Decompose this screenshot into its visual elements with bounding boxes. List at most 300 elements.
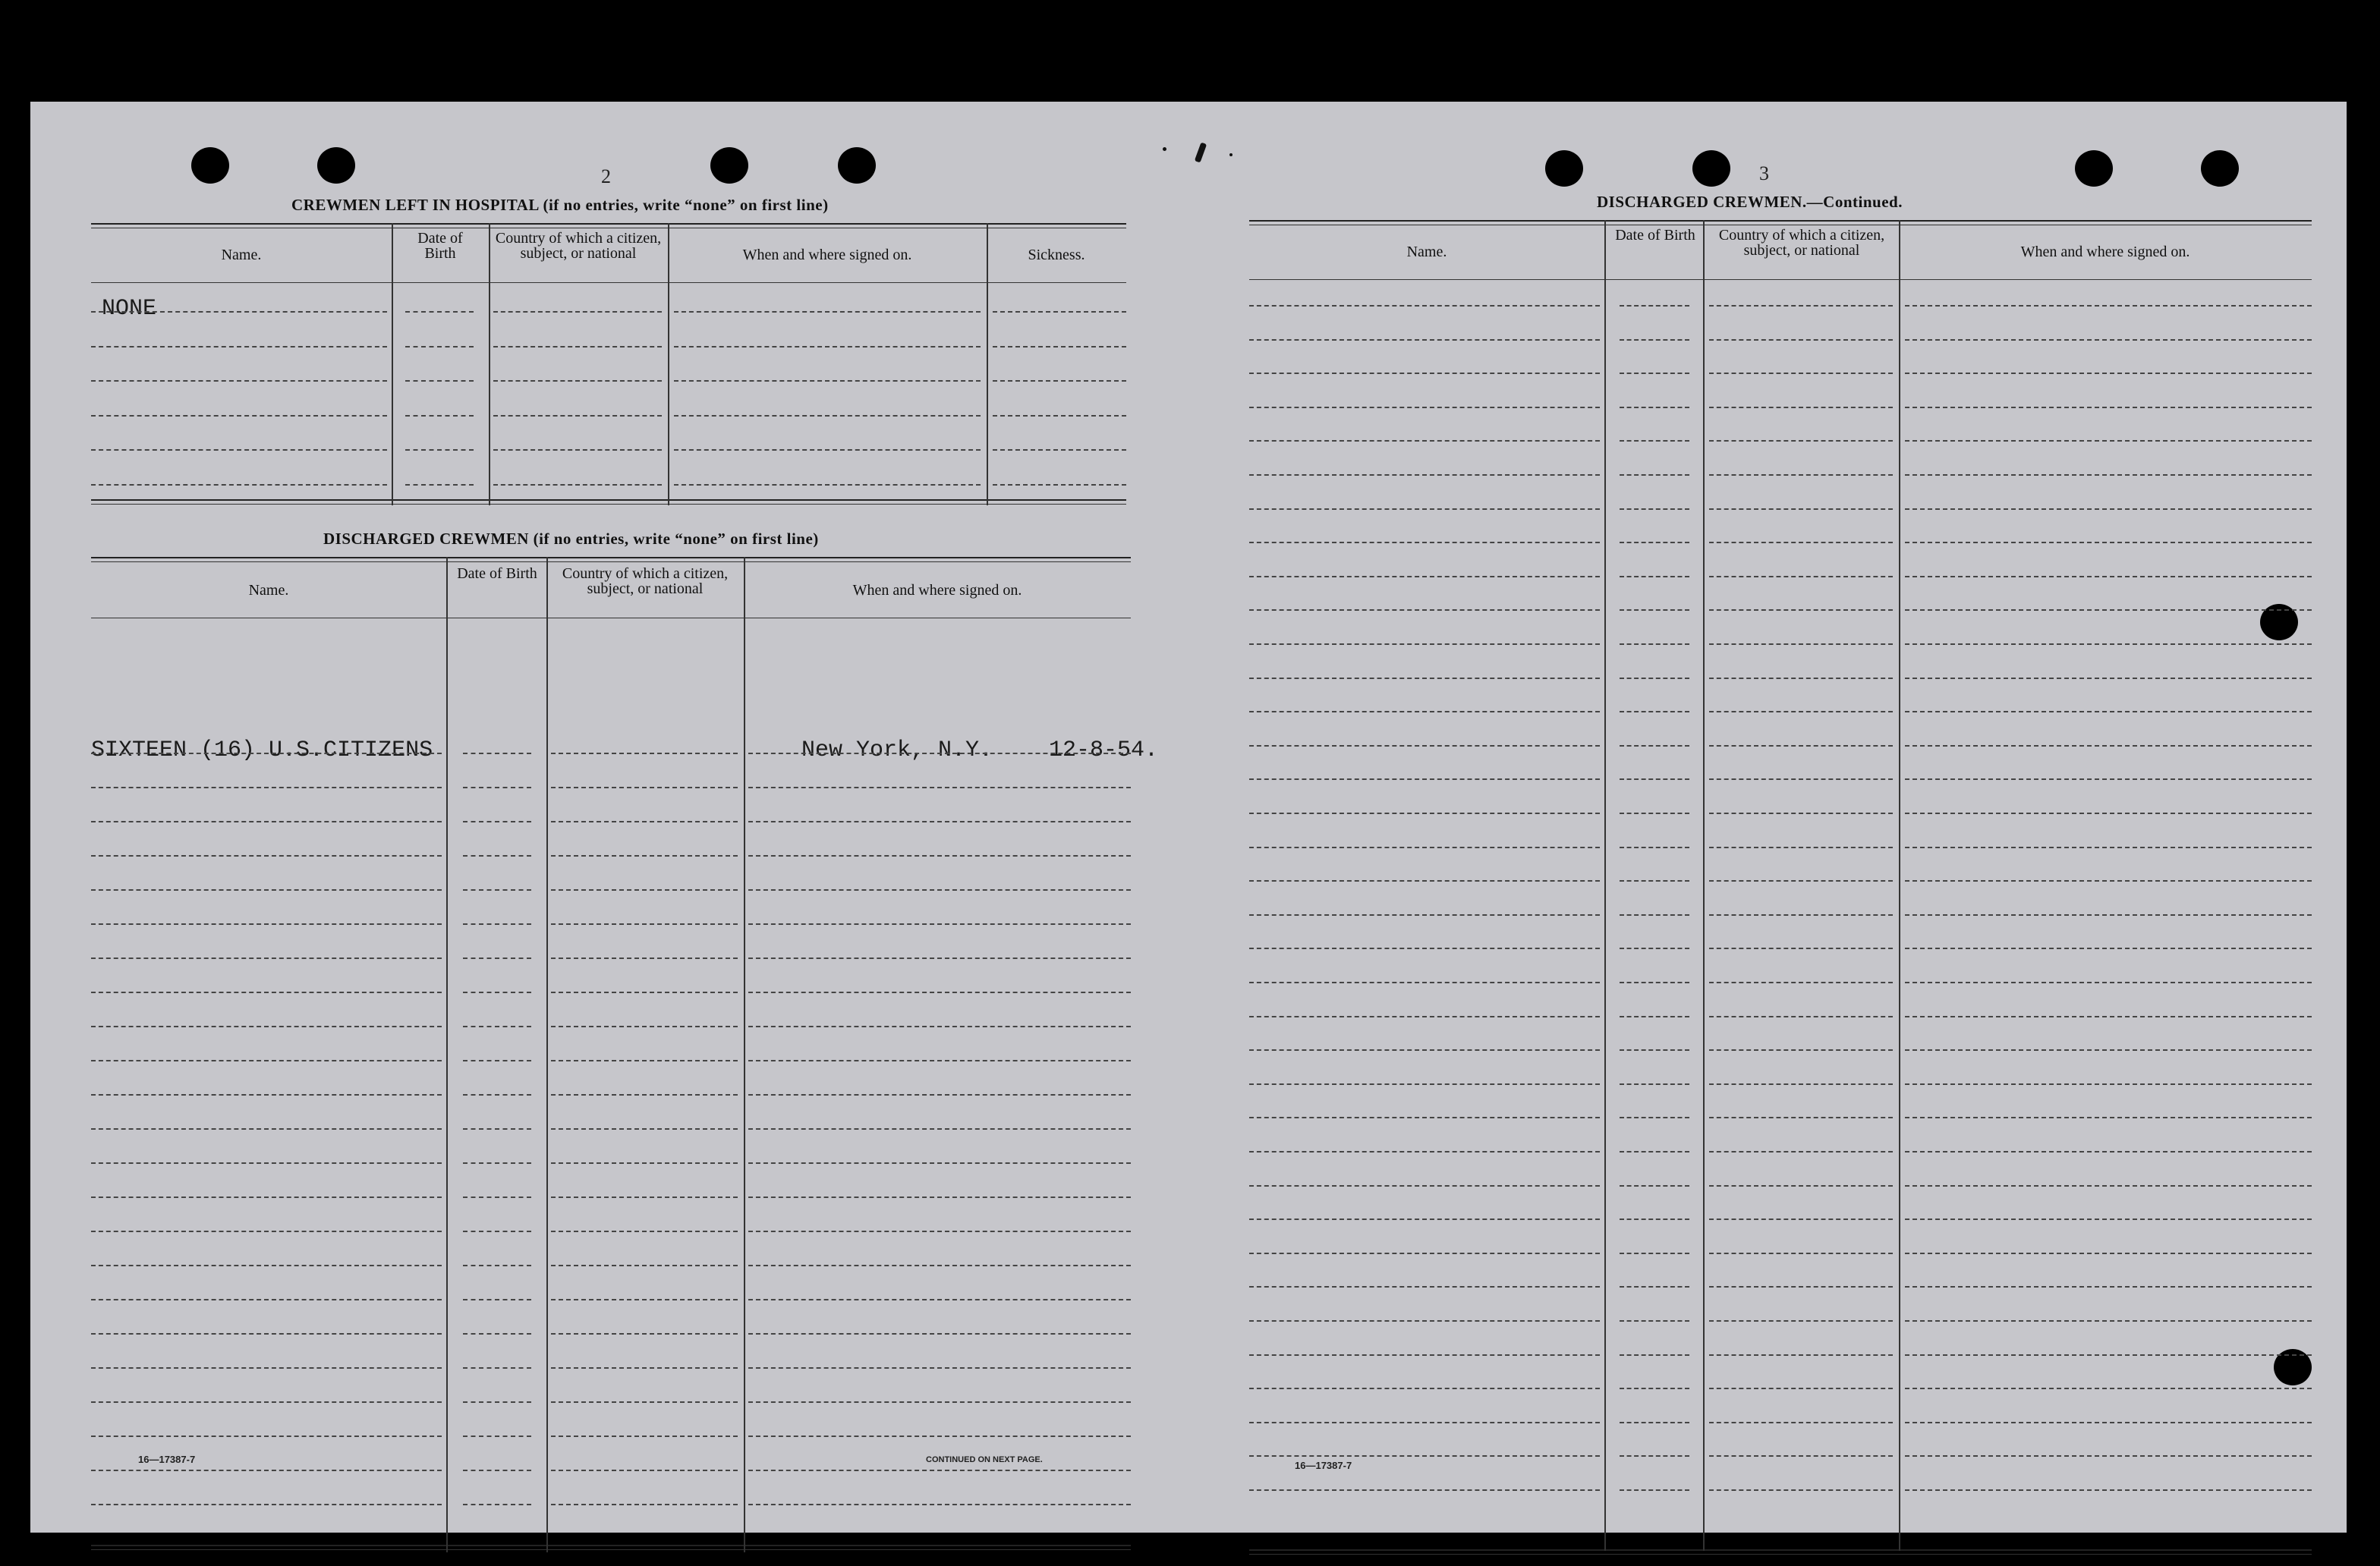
dotted-rule — [1620, 711, 1689, 712]
dotted-rule — [1249, 1422, 1600, 1423]
dotted-rule — [1620, 305, 1689, 307]
dotted-rule — [91, 1401, 442, 1403]
dotted-rule — [1709, 576, 1893, 577]
dotted-rule — [551, 1128, 738, 1130]
dotted-rule — [1249, 1320, 1600, 1322]
discharged-continued-table — [1249, 220, 2312, 1560]
dotted-rule — [91, 415, 387, 417]
dotted-rule — [1620, 1422, 1689, 1423]
dotted-rule — [748, 1436, 1131, 1437]
dotted-rule — [1905, 407, 2312, 408]
dotted-rule — [551, 753, 738, 754]
dotted-rule — [551, 1162, 738, 1164]
dotted-rule — [1709, 305, 1893, 307]
dotted-rule — [748, 855, 1131, 857]
hospital-entry-name: NONE — [102, 296, 157, 322]
dotted-rule — [674, 346, 981, 347]
dotted-rule — [551, 958, 738, 959]
dotted-rule — [91, 1231, 442, 1232]
dotted-rule — [91, 484, 387, 486]
dotted-rule — [91, 1299, 442, 1300]
dotted-rule — [748, 1401, 1131, 1403]
dotted-rule — [1905, 1253, 2312, 1254]
dotted-rule — [1249, 542, 1600, 543]
dotted-rule — [748, 1094, 1131, 1096]
dotted-rule — [1620, 474, 1689, 476]
dotted-rule — [551, 1060, 738, 1061]
dotted-rule — [463, 1026, 531, 1027]
col-header-country: Country of which a citizen, subject, or national — [495, 230, 662, 262]
dotted-rule — [91, 1162, 442, 1164]
dotted-rule — [1905, 440, 2312, 442]
dotted-rule — [463, 958, 531, 959]
dotted-rule — [1249, 982, 1600, 983]
dotted-rule — [1620, 1286, 1689, 1288]
dotted-rule — [1905, 1489, 2312, 1491]
punch-hole — [2075, 150, 2113, 187]
dotted-rule — [463, 753, 531, 754]
dotted-rule — [748, 958, 1131, 959]
dotted-rule — [1709, 373, 1893, 374]
ink-mark — [1229, 153, 1232, 156]
dotted-rule — [493, 449, 662, 451]
document-sheet — [30, 102, 2347, 1533]
dotted-rule — [674, 415, 981, 417]
hospital-table-title: CREWMEN LEFT IN HOSPITAL (if no entries, write “none” on first line) — [291, 196, 829, 214]
dotted-rule — [1620, 1253, 1689, 1254]
dotted-rule — [1620, 542, 1689, 543]
dotted-rule — [1249, 880, 1600, 882]
col-header-date-of-birth: Date of Birth — [417, 230, 463, 262]
dotted-rule — [91, 753, 442, 754]
dotted-rule — [463, 1162, 531, 1164]
dotted-rule — [1905, 1286, 2312, 1288]
dotted-rule — [1709, 948, 1893, 949]
dotted-rule — [748, 1026, 1131, 1027]
dotted-rule — [1620, 847, 1689, 848]
continued-note: CONTINUED ON NEXT PAGE. — [926, 1455, 1043, 1464]
dotted-rule — [993, 415, 1126, 417]
dotted-rule — [1905, 948, 2312, 949]
dotted-rule — [91, 821, 442, 822]
dotted-rule — [1249, 1151, 1600, 1152]
dotted-rule — [551, 1504, 738, 1505]
dotted-rule — [1905, 813, 2312, 814]
dotted-rule — [1620, 778, 1689, 780]
dotted-rule — [91, 1265, 442, 1266]
page-number-right: 3 — [1759, 162, 1769, 184]
dotted-rule — [1249, 1117, 1600, 1118]
dotted-rule — [1249, 609, 1600, 611]
dotted-rule — [463, 1128, 531, 1130]
dotted-rule — [405, 346, 474, 347]
dotted-rule — [1709, 1049, 1893, 1051]
hospital-table — [91, 223, 1126, 505]
dotted-rule — [1620, 1320, 1689, 1322]
dotted-rule — [1709, 1388, 1893, 1389]
dotted-rule — [551, 787, 738, 788]
dotted-rule — [1905, 982, 2312, 983]
dotted-rule — [1620, 678, 1689, 679]
dotted-rule — [551, 1265, 738, 1266]
dotted-rule — [1709, 847, 1893, 848]
dotted-rule — [1620, 576, 1689, 577]
dotted-rule — [1249, 576, 1600, 577]
dotted-rule — [1249, 778, 1600, 780]
dotted-rule — [91, 1197, 442, 1198]
punch-hole — [1692, 150, 1730, 187]
col-header-signed-on: When and where signed on. — [2020, 244, 2190, 260]
dotted-rule — [405, 415, 474, 417]
dotted-rule — [1249, 745, 1600, 747]
dotted-rule — [1620, 914, 1689, 916]
dotted-rule — [1905, 1049, 2312, 1051]
dotted-rule — [1620, 1016, 1689, 1017]
dotted-rule — [493, 311, 662, 313]
col-header-country: Country of which a citizen, subject, or national — [1718, 227, 1885, 259]
dotted-rule — [748, 1504, 1131, 1505]
dotted-rule — [674, 311, 981, 313]
dotted-rule — [1709, 1185, 1893, 1187]
dotted-rule — [1249, 1286, 1600, 1288]
dotted-rule — [1709, 880, 1893, 882]
dotted-rule — [1905, 1354, 2312, 1356]
dotted-rule — [1709, 914, 1893, 916]
dotted-rule — [551, 1094, 738, 1096]
dotted-rule — [463, 821, 531, 822]
dotted-rule — [1905, 643, 2312, 645]
dotted-rule — [748, 821, 1131, 822]
dotted-rule — [1709, 1455, 1893, 1457]
dotted-rule — [463, 1060, 531, 1061]
dotted-rule — [1249, 1388, 1600, 1389]
dotted-rule — [1709, 1117, 1893, 1118]
dotted-rule — [1905, 305, 2312, 307]
dotted-rule — [1709, 1083, 1893, 1085]
dotted-rule — [1620, 1151, 1689, 1152]
dotted-rule — [1709, 339, 1893, 341]
dotted-rule — [993, 380, 1126, 382]
ink-mark — [1195, 142, 1207, 162]
col-header-name: Name. — [221, 247, 262, 263]
dotted-rule — [748, 787, 1131, 788]
dotted-rule — [993, 346, 1126, 347]
page-number-left: 2 — [601, 165, 611, 187]
dotted-rule — [1905, 678, 2312, 679]
dotted-rule — [1620, 1388, 1689, 1389]
dotted-rule — [1905, 1016, 2312, 1017]
dotted-rule — [1249, 474, 1600, 476]
dotted-rule — [1249, 914, 1600, 916]
dotted-rule — [1620, 407, 1689, 408]
dotted-rule — [993, 311, 1126, 313]
dotted-rule — [748, 1197, 1131, 1198]
dotted-rule — [748, 1231, 1131, 1232]
dotted-rule — [1905, 373, 2312, 374]
dotted-rule — [1620, 745, 1689, 747]
dotted-rule — [674, 449, 981, 451]
dotted-rule — [1905, 508, 2312, 510]
dotted-rule — [463, 992, 531, 993]
dotted-rule — [493, 346, 662, 347]
dotted-rule — [91, 958, 442, 959]
dotted-rule — [1905, 1151, 2312, 1152]
dotted-rule — [1620, 440, 1689, 442]
discharged-table-title: DISCHARGED CREWMEN (if no entries, write “none” on first line) — [323, 530, 819, 548]
dotted-rule — [463, 1094, 531, 1096]
dotted-rule — [748, 1265, 1131, 1266]
col-header-sickness: Sickness. — [1028, 247, 1085, 263]
dotted-rule — [1905, 609, 2312, 611]
dotted-rule — [463, 889, 531, 891]
dotted-rule — [1709, 1016, 1893, 1017]
punch-hole — [710, 147, 748, 184]
discharged-entry-place: New York, N.Y. — [801, 737, 993, 763]
dotted-rule — [463, 1265, 531, 1266]
dotted-rule — [1709, 1422, 1893, 1423]
dotted-rule — [551, 923, 738, 925]
dotted-rule — [1905, 542, 2312, 543]
dotted-rule — [748, 1128, 1131, 1130]
right-table-title: DISCHARGED CREWMEN.—Continued. — [1597, 193, 1903, 211]
dotted-rule — [1620, 1117, 1689, 1118]
dotted-rule — [551, 1026, 738, 1027]
dotted-rule — [91, 1436, 442, 1437]
dotted-rule — [463, 1231, 531, 1232]
dotted-rule — [1249, 643, 1600, 645]
dotted-rule — [551, 821, 738, 822]
dotted-rule — [551, 889, 738, 891]
dotted-rule — [993, 449, 1126, 451]
dotted-rule — [91, 311, 387, 313]
dotted-rule — [993, 484, 1126, 486]
dotted-rule — [91, 1060, 442, 1061]
dotted-rule — [1249, 440, 1600, 442]
dotted-rule — [91, 1367, 442, 1369]
dotted-rule — [1620, 948, 1689, 949]
dotted-rule — [551, 992, 738, 993]
dotted-rule — [1709, 1489, 1893, 1491]
dotted-rule — [1905, 847, 2312, 848]
dotted-rule — [1709, 508, 1893, 510]
punch-hole — [2201, 150, 2239, 187]
dotted-rule — [551, 1197, 738, 1198]
dotted-rule — [1249, 1354, 1600, 1356]
dotted-rule — [405, 311, 474, 313]
dotted-rule — [463, 1197, 531, 1198]
punch-hole — [1545, 150, 1583, 187]
dotted-rule — [1905, 576, 2312, 577]
dotted-rule — [463, 1367, 531, 1369]
col-header-date-of-birth: Date of Birth — [457, 565, 537, 582]
dotted-rule — [1709, 1354, 1893, 1356]
dotted-rule — [551, 1333, 738, 1335]
dotted-rule — [91, 855, 442, 857]
dotted-rule — [748, 992, 1131, 993]
discharged-entry-name: SIXTEEN (16) U.S.CITIZENS — [91, 737, 433, 763]
dotted-rule — [748, 1367, 1131, 1369]
dotted-rule — [1620, 1049, 1689, 1051]
dotted-rule — [1709, 1219, 1893, 1220]
dotted-rule — [463, 1436, 531, 1437]
dotted-rule — [1620, 813, 1689, 814]
dotted-rule — [1709, 474, 1893, 476]
dotted-rule — [1620, 373, 1689, 374]
dotted-rule — [551, 1299, 738, 1300]
dotted-rule — [91, 1026, 442, 1027]
dotted-rule — [91, 992, 442, 993]
dotted-rule — [463, 1333, 531, 1335]
col-header-name: Name. — [248, 582, 289, 599]
col-header-name: Name. — [1406, 244, 1447, 260]
dotted-rule — [493, 380, 662, 382]
dotted-rule — [551, 1401, 738, 1403]
dotted-rule — [1620, 982, 1689, 983]
punch-hole — [838, 147, 876, 184]
col-header-country: Country of which a citizen, subject, or national — [562, 565, 729, 597]
dotted-rule — [1249, 1049, 1600, 1051]
dotted-rule — [674, 380, 981, 382]
punch-hole — [191, 147, 229, 184]
dotted-rule — [463, 1504, 531, 1505]
dotted-rule — [91, 1470, 442, 1471]
dotted-rule — [493, 415, 662, 417]
dotted-rule — [1905, 711, 2312, 712]
dotted-rule — [1709, 1286, 1893, 1288]
dotted-rule — [1249, 1489, 1600, 1491]
dotted-rule — [674, 484, 981, 486]
dotted-rule — [463, 855, 531, 857]
dotted-rule — [1249, 847, 1600, 848]
dotted-rule — [1249, 407, 1600, 408]
dotted-rule — [463, 1401, 531, 1403]
dotted-rule — [1709, 440, 1893, 442]
dotted-rule — [91, 1128, 442, 1130]
dotted-rule — [1709, 711, 1893, 712]
dotted-rule — [405, 380, 474, 382]
dotted-rule — [91, 1094, 442, 1096]
dotted-rule — [405, 484, 474, 486]
dotted-rule — [1905, 1422, 2312, 1423]
dotted-rule — [1905, 1320, 2312, 1322]
col-header-signed-on: When and where signed on. — [742, 247, 912, 263]
dotted-rule — [1249, 1083, 1600, 1085]
dotted-rule — [551, 1436, 738, 1437]
dotted-rule — [748, 753, 1131, 754]
discharged-entry-date: 12-8-54. — [1049, 737, 1159, 763]
dotted-rule — [748, 1162, 1131, 1164]
dotted-rule — [1905, 1455, 2312, 1457]
dotted-rule — [1620, 1354, 1689, 1356]
dotted-rule — [1709, 678, 1893, 679]
dotted-rule — [91, 889, 442, 891]
dotted-rule — [1249, 948, 1600, 949]
dotted-rule — [91, 787, 442, 788]
dotted-rule — [493, 484, 662, 486]
dotted-rule — [1709, 1320, 1893, 1322]
dotted-rule — [91, 449, 387, 451]
dotted-rule — [91, 923, 442, 925]
dotted-rule — [1249, 1185, 1600, 1187]
dotted-rule — [1620, 1219, 1689, 1220]
dotted-rule — [748, 1060, 1131, 1061]
dotted-rule — [1905, 914, 2312, 916]
dotted-rule — [91, 1333, 442, 1335]
dotted-rule — [1709, 1151, 1893, 1152]
dotted-rule — [1620, 1083, 1689, 1085]
dotted-rule — [1905, 778, 2312, 780]
dotted-rule — [1709, 407, 1893, 408]
dotted-rule — [1249, 1253, 1600, 1254]
dotted-rule — [1620, 1185, 1689, 1187]
dotted-rule — [1905, 880, 2312, 882]
dotted-rule — [1249, 373, 1600, 374]
col-header-signed-on: When and where signed on. — [852, 582, 1022, 599]
dotted-rule — [1249, 1016, 1600, 1017]
dotted-rule — [1709, 609, 1893, 611]
dotted-rule — [748, 923, 1131, 925]
dotted-rule — [91, 380, 387, 382]
dotted-rule — [1249, 305, 1600, 307]
dotted-rule — [463, 787, 531, 788]
dotted-rule — [1709, 1253, 1893, 1254]
dotted-rule — [1905, 1117, 2312, 1118]
dotted-rule — [1620, 508, 1689, 510]
form-number-left: 16—17387-7 — [138, 1454, 196, 1465]
dotted-rule — [1905, 474, 2312, 476]
ink-mark — [1163, 147, 1166, 151]
dotted-rule — [1709, 982, 1893, 983]
col-header-date-of-birth: Date of Birth — [1615, 227, 1695, 244]
punch-hole — [317, 147, 355, 184]
dotted-rule — [1249, 508, 1600, 510]
dotted-rule — [748, 1333, 1131, 1335]
dotted-rule — [1709, 542, 1893, 543]
dotted-rule — [1620, 1455, 1689, 1457]
discharged-table — [91, 557, 1159, 1552]
dotted-rule — [463, 923, 531, 925]
dotted-rule — [1249, 1455, 1600, 1457]
dotted-rule — [1620, 609, 1689, 611]
dotted-rule — [463, 1470, 531, 1471]
dotted-rule — [1709, 745, 1893, 747]
dotted-rule — [1249, 1219, 1600, 1220]
dotted-rule — [1249, 339, 1600, 341]
dotted-rule — [1905, 1219, 2312, 1220]
dotted-rule — [748, 1470, 1131, 1471]
dotted-rule — [1249, 678, 1600, 679]
dotted-rule — [91, 1504, 442, 1505]
dotted-rule — [1249, 813, 1600, 814]
dotted-rule — [1905, 1185, 2312, 1187]
dotted-rule — [1905, 339, 2312, 341]
dotted-rule — [91, 346, 387, 347]
dotted-rule — [405, 449, 474, 451]
dotted-rule — [1249, 711, 1600, 712]
dotted-rule — [1905, 1083, 2312, 1085]
dotted-rule — [1620, 1489, 1689, 1491]
dotted-rule — [748, 1299, 1131, 1300]
dotted-rule — [463, 1299, 531, 1300]
dotted-rule — [1620, 643, 1689, 645]
dotted-rule — [1905, 745, 2312, 747]
dotted-rule — [1709, 643, 1893, 645]
dotted-rule — [551, 1231, 738, 1232]
dotted-rule — [748, 889, 1131, 891]
dotted-rule — [551, 1367, 738, 1369]
dotted-rule — [1620, 339, 1689, 341]
dotted-rule — [551, 855, 738, 857]
